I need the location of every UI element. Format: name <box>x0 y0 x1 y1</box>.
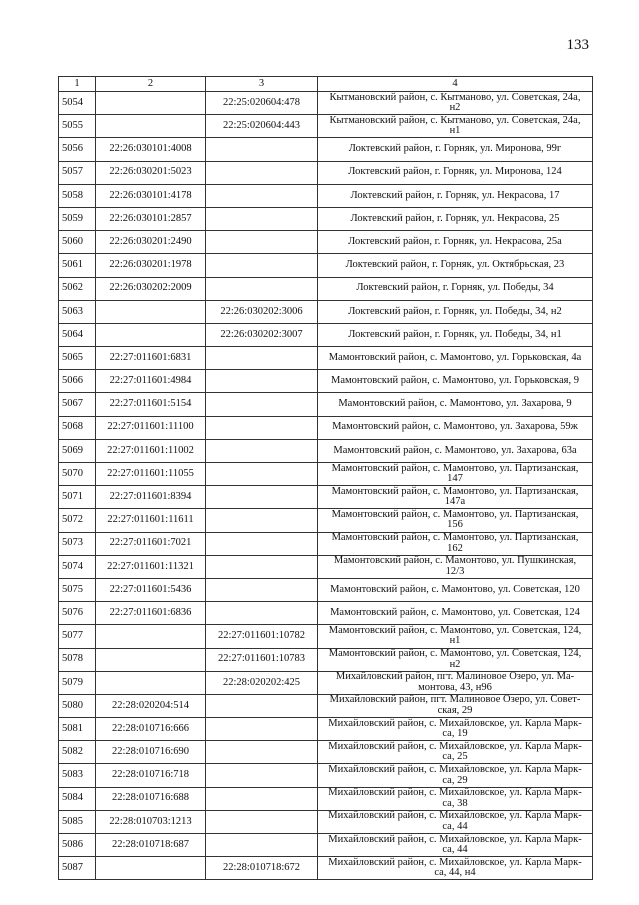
cadastral-number-col3 <box>206 347 318 370</box>
cadastral-number-col3 <box>206 834 318 857</box>
table-row <box>59 231 593 254</box>
address-cell: Мамонтовский район, с. Мамонтово, ул. Захарова, 59ж <box>318 416 593 439</box>
address-cell: Локтевский район, г. Горняк, ул. Победы, 34, н1 <box>318 323 593 346</box>
address-cell: Михайловский район, с. Михайловское, ул. Карла Марк- са, 38 <box>318 787 593 810</box>
cadastral-number-col3 <box>206 416 318 439</box>
cadastral-number-col2: 22:27:011601:5436 <box>96 578 206 601</box>
cadastral-number-col3: 22:27:011601:10782 <box>206 625 318 648</box>
row-number: 5069 <box>59 439 96 462</box>
cadastral-number-col2: 22:27:011601:11611 <box>96 509 206 532</box>
row-number: 5075 <box>59 578 96 601</box>
cadastral-number-col3 <box>206 254 318 277</box>
cadastral-number-col2 <box>96 300 206 323</box>
address-cell: Кытмановский район, с. Кытманово, ул. Советская, 24а, н2 <box>318 92 593 115</box>
header-col-2: 2 <box>96 77 206 92</box>
table-row <box>59 810 593 833</box>
table-row <box>59 347 593 370</box>
row-number: 5081 <box>59 718 96 741</box>
row-number: 5084 <box>59 787 96 810</box>
table-row <box>59 370 593 393</box>
cadastral-number-col3 <box>206 393 318 416</box>
row-number: 5085 <box>59 810 96 833</box>
table-row <box>59 92 593 115</box>
cadastral-number-col3: 22:25:020604:478 <box>206 92 318 115</box>
table-row <box>59 671 593 694</box>
row-number: 5071 <box>59 486 96 509</box>
cadastral-number-col2: 22:26:030201:5023 <box>96 161 206 184</box>
address-cell: Мамонтовский район, с. Мамонтово, ул. Советская, 120 <box>318 578 593 601</box>
address-cell: Локтевский район, г. Горняк, ул. Победы, 34 <box>318 277 593 300</box>
address-cell: Мамонтовский район, с. Мамонтово, ул. Захарова, 63а <box>318 439 593 462</box>
cadastral-number-col2 <box>96 625 206 648</box>
table-row <box>59 138 593 161</box>
cadastral-number-col2: 22:27:011601:6836 <box>96 602 206 625</box>
cadastral-number-col3 <box>206 138 318 161</box>
cadastral-number-col3 <box>206 555 318 578</box>
header-col-4: 4 <box>318 77 593 92</box>
cadastral-number-col2: 22:28:010718:687 <box>96 834 206 857</box>
row-number: 5067 <box>59 393 96 416</box>
cadastral-number-col2: 22:27:011601:11055 <box>96 463 206 486</box>
cadastral-number-col2: 22:26:030201:2490 <box>96 231 206 254</box>
table-row <box>59 532 593 555</box>
table-row <box>59 578 593 601</box>
address-cell: Мамонтовский район, с. Мамонтово, ул. Партизанская, 156 <box>318 509 593 532</box>
cadastral-number-col2: 22:28:010716:688 <box>96 787 206 810</box>
row-number: 5058 <box>59 184 96 207</box>
table-row <box>59 486 593 509</box>
cadastral-number-col2 <box>96 857 206 880</box>
cadastral-number-col2: 22:26:030202:2009 <box>96 277 206 300</box>
cadastral-number-col2 <box>96 671 206 694</box>
row-number: 5061 <box>59 254 96 277</box>
table-row <box>59 857 593 880</box>
row-number: 5062 <box>59 277 96 300</box>
cadastral-number-col3 <box>206 578 318 601</box>
table-row <box>59 625 593 648</box>
cadastral-number-col3 <box>206 486 318 509</box>
cadastral-number-col3 <box>206 207 318 230</box>
row-number: 5083 <box>59 764 96 787</box>
cadastral-number-col3 <box>206 439 318 462</box>
cadastral-number-col3 <box>206 184 318 207</box>
cadastral-number-col3 <box>206 741 318 764</box>
cadastral-number-col2: 22:26:030201:1978 <box>96 254 206 277</box>
cadastral-number-col3: 22:26:030202:3006 <box>206 300 318 323</box>
row-number: 5082 <box>59 741 96 764</box>
cadastral-number-col2 <box>96 115 206 138</box>
header-col-3: 3 <box>206 77 318 92</box>
row-number: 5072 <box>59 509 96 532</box>
table-row <box>59 602 593 625</box>
address-cell: Михайловский район, с. Михайловское, ул. Карла Марк- са, 25 <box>318 741 593 764</box>
row-number: 5056 <box>59 138 96 161</box>
address-cell: Михайловский район, с. Михайловское, ул. Карла Марк- са, 44 <box>318 834 593 857</box>
table-row <box>59 718 593 741</box>
table-row <box>59 393 593 416</box>
address-cell: Мамонтовский район, с. Мамонтово, ул. Партизанская, 147 <box>318 463 593 486</box>
address-cell: Михайловский район, с. Михайловское, ул. Карла Марк- са, 44, н4 <box>318 857 593 880</box>
address-cell: Мамонтовский район, с. Мамонтово, ул. Пушкинская, 12/3 <box>318 555 593 578</box>
cadastral-number-col2: 22:27:011601:11002 <box>96 439 206 462</box>
row-number: 5077 <box>59 625 96 648</box>
cadastral-number-col3: 22:27:011601:10783 <box>206 648 318 671</box>
row-number: 5079 <box>59 671 96 694</box>
address-cell: Михайловский район, с. Михайловское, ул. Карла Марк- са, 29 <box>318 764 593 787</box>
row-number: 5063 <box>59 300 96 323</box>
cadastral-number-col2: 22:28:010716:666 <box>96 718 206 741</box>
table-row <box>59 184 593 207</box>
address-cell: Михайловский район, с. Михайловское, ул. Карла Марк- са, 19 <box>318 718 593 741</box>
address-cell: Мамонтовский район, с. Мамонтово, ул. Советская, 124, н2 <box>318 648 593 671</box>
address-cell: Михайловский район, пгт. Малиновое Озеро, ул. Ма- монтова, 43, н96 <box>318 671 593 694</box>
table-row <box>59 509 593 532</box>
cadastral-number-col3 <box>206 370 318 393</box>
cadastral-number-col2: 22:28:020204:514 <box>96 694 206 717</box>
cadastral-number-col2: 22:28:010703:1213 <box>96 810 206 833</box>
address-cell: Мамонтовский район, с. Мамонтово, ул. Партизанская, 147а <box>318 486 593 509</box>
row-number: 5086 <box>59 834 96 857</box>
cadastral-number-col2: 22:28:010716:690 <box>96 741 206 764</box>
cadastral-number-col2: 22:27:011601:11100 <box>96 416 206 439</box>
table-row <box>59 694 593 717</box>
table-row <box>59 115 593 138</box>
table-row <box>59 416 593 439</box>
cadastral-number-col3 <box>206 231 318 254</box>
table-row <box>59 439 593 462</box>
address-cell: Михайловский район, с. Михайловское, ул. Карла Марк- са, 44 <box>318 810 593 833</box>
cadastral-number-col3 <box>206 277 318 300</box>
address-cell: Мамонтовский район, с. Мамонтово, ул. Партизанская, 162 <box>318 532 593 555</box>
table-body <box>59 92 593 880</box>
header-row <box>59 77 593 92</box>
cadastral-number-col3 <box>206 694 318 717</box>
row-number: 5087 <box>59 857 96 880</box>
cadastral-number-col2: 22:27:011601:5154 <box>96 393 206 416</box>
row-number: 5078 <box>59 648 96 671</box>
row-number: 5060 <box>59 231 96 254</box>
address-cell: Локтевский район, г. Горняк, ул. Миронова, 99г <box>318 138 593 161</box>
table-row <box>59 161 593 184</box>
table-row <box>59 323 593 346</box>
address-cell: Мамонтовский район, с. Мамонтово, ул. Советская, 124 <box>318 602 593 625</box>
row-number: 5054 <box>59 92 96 115</box>
row-number: 5076 <box>59 602 96 625</box>
address-cell: Локтевский район, г. Горняк, ул. Некрасова, 25 <box>318 207 593 230</box>
row-number: 5059 <box>59 207 96 230</box>
cadastral-number-col3 <box>206 810 318 833</box>
table-row <box>59 277 593 300</box>
row-number: 5080 <box>59 694 96 717</box>
registry-table <box>58 76 593 880</box>
cadastral-number-col2: 22:28:010716:718 <box>96 764 206 787</box>
address-cell: Локтевский район, г. Горняк, ул. Некрасова, 17 <box>318 184 593 207</box>
table-row <box>59 834 593 857</box>
cadastral-number-col3 <box>206 764 318 787</box>
table-row <box>59 300 593 323</box>
table-row <box>59 787 593 810</box>
address-cell: Мамонтовский район, с. Мамонтово, ул. Захарова, 9 <box>318 393 593 416</box>
table-row <box>59 207 593 230</box>
cadastral-number-col2: 22:26:030101:4178 <box>96 184 206 207</box>
cadastral-number-col2 <box>96 92 206 115</box>
row-number: 5065 <box>59 347 96 370</box>
table-row <box>59 555 593 578</box>
header-col-1: 1 <box>59 77 96 92</box>
cadastral-number-col2: 22:27:011601:6831 <box>96 347 206 370</box>
table-row <box>59 741 593 764</box>
cadastral-number-col3 <box>206 509 318 532</box>
row-number: 5074 <box>59 555 96 578</box>
cadastral-number-col3: 22:28:010718:672 <box>206 857 318 880</box>
address-cell: Локтевский район, г. Горняк, ул. Победы, 34, н2 <box>318 300 593 323</box>
cadastral-number-col3: 22:26:030202:3007 <box>206 323 318 346</box>
cadastral-number-col3 <box>206 463 318 486</box>
table-header <box>59 77 593 92</box>
cadastral-number-col2: 22:27:011601:11321 <box>96 555 206 578</box>
cadastral-number-col3 <box>206 787 318 810</box>
cadastral-number-col3 <box>206 161 318 184</box>
row-number: 5064 <box>59 323 96 346</box>
address-cell: Мамонтовский район, с. Мамонтово, ул. Горьковская, 4а <box>318 347 593 370</box>
cadastral-number-col2: 22:27:011601:7021 <box>96 532 206 555</box>
row-number: 5055 <box>59 115 96 138</box>
cadastral-number-col3: 22:25:020604:443 <box>206 115 318 138</box>
cadastral-number-col2: 22:27:011601:4984 <box>96 370 206 393</box>
address-cell: Мамонтовский район, с. Мамонтово, ул. Советская, 124, н1 <box>318 625 593 648</box>
cadastral-number-col2 <box>96 648 206 671</box>
cadastral-number-col2: 22:27:011601:8394 <box>96 486 206 509</box>
address-cell: Локтевский район, г. Горняк, ул. Миронова, 124 <box>318 161 593 184</box>
cadastral-number-col3 <box>206 718 318 741</box>
address-cell: Михайловский район, пгт. Малиновое Озеро, ул. Совет- ская, 29 <box>318 694 593 717</box>
table-row <box>59 254 593 277</box>
address-cell: Кытмановский район, с. Кытманово, ул. Советская, 24а, н1 <box>318 115 593 138</box>
row-number: 5068 <box>59 416 96 439</box>
address-cell: Мамонтовский район, с. Мамонтово, ул. Горьковская, 9 <box>318 370 593 393</box>
cadastral-number-col2: 22:26:030101:4008 <box>96 138 206 161</box>
row-number: 5066 <box>59 370 96 393</box>
cadastral-number-col3 <box>206 602 318 625</box>
address-cell: Локтевский район, г. Горняк, ул. Некрасова, 25а <box>318 231 593 254</box>
row-number: 5073 <box>59 532 96 555</box>
page-number: 133 <box>566 37 589 53</box>
cadastral-number-col3 <box>206 532 318 555</box>
row-number: 5057 <box>59 161 96 184</box>
cadastral-number-col2 <box>96 323 206 346</box>
table-row <box>59 648 593 671</box>
cadastral-number-col2: 22:26:030101:2857 <box>96 207 206 230</box>
table-row <box>59 764 593 787</box>
address-cell: Локтевский район, г. Горняк, ул. Октябрьская, 23 <box>318 254 593 277</box>
row-number: 5070 <box>59 463 96 486</box>
cadastral-number-col3: 22:28:020202:425 <box>206 671 318 694</box>
table-row <box>59 463 593 486</box>
